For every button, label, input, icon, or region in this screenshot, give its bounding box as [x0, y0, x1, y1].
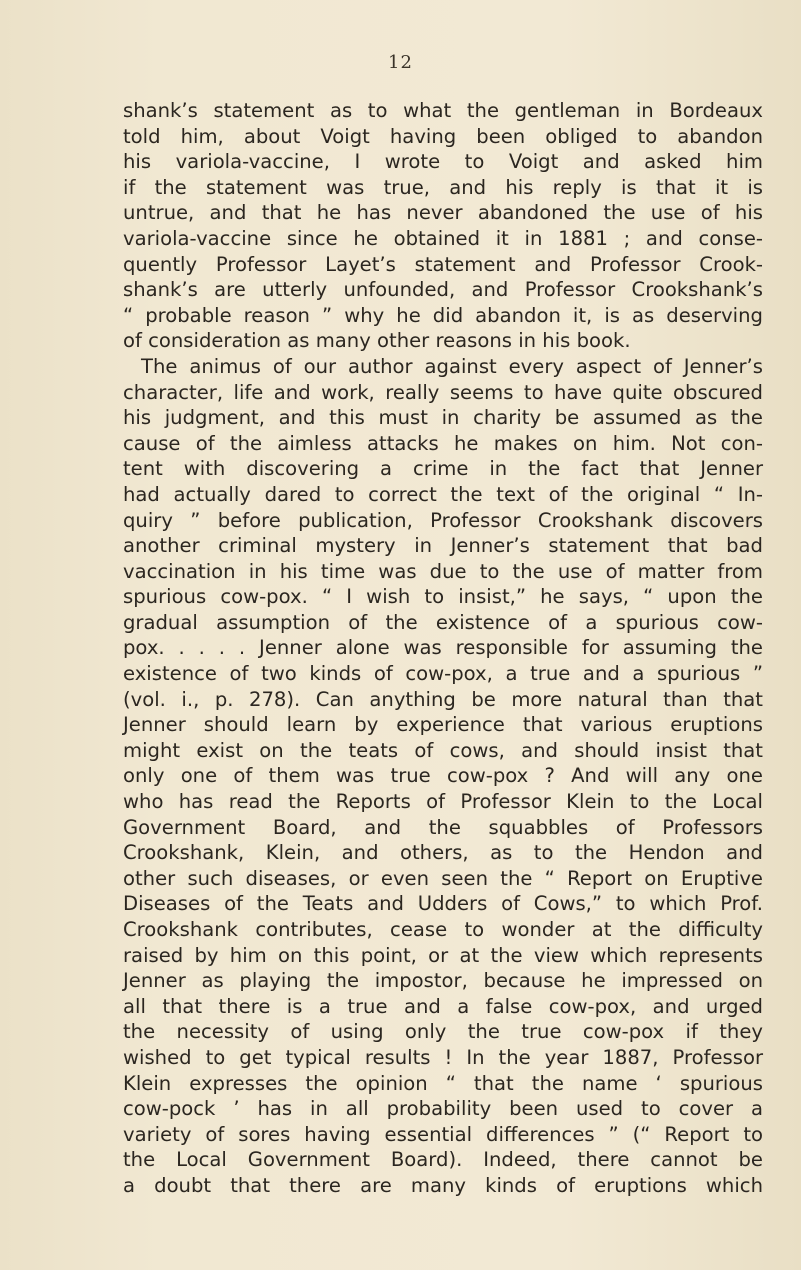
text-line: cow-pock ’ has in all probability been used to cover a — [123, 1097, 763, 1121]
text-line: untrue, and that he has never abandoned the use of his — [123, 201, 763, 225]
text-line: if the statement was true, and his reply is that it is — [123, 175, 763, 199]
text-line: might exist on the teats of cows, and should insist that — [123, 738, 763, 762]
text-line: vaccination in his time was due to the use of matter from — [123, 559, 763, 583]
text-line: Government Board, and the squabbles of Professors — [123, 815, 763, 839]
text-line: all that there is a true and a false cow-pox, and urged — [123, 994, 763, 1018]
text-line: Crookshank, Klein, and others, as to the Hendon and — [123, 841, 763, 865]
text-line: The animus of our author against every aspect of Jenner’s — [141, 354, 763, 378]
text-line: the necessity of using only the true cow-pox if they — [123, 1020, 763, 1044]
text-line: another criminal mystery in Jenner’s statement that bad — [123, 534, 763, 558]
text-line: tent with discovering a crime in the fact that Jenner — [123, 457, 763, 481]
page-number: 12 — [388, 52, 413, 73]
text-line: cause of the aimless attacks he makes on him. Not con- — [123, 431, 763, 455]
text-line: character, life and work, really seems to have quite obscured — [123, 380, 763, 404]
text-line: quiry ” before publication, Professor Crookshank discovers — [123, 508, 763, 532]
text-line: variola-vaccine since he obtained it in 1881 ; and conse- — [123, 226, 763, 250]
text-line: his variola-vaccine, I wrote to Voigt and asked him — [123, 150, 763, 174]
text-line: his judgment, and this must in charity be assumed as the — [123, 406, 763, 430]
text-line: quently Professor Layet’s statement and Professor Crook- — [123, 252, 763, 276]
text-line: (vol. i., p. 278). Can anything be more natural than that — [123, 687, 763, 711]
text-line: gradual assumption of the existence of a spurious cow- — [123, 610, 763, 634]
text-line: “ probable reason ” why he did abandon it, is as deserving — [123, 303, 763, 327]
text-line: of consideration as many other reasons in his book. — [123, 329, 631, 353]
text-line: Klein expresses the opinion “ that the name ‘ spurious — [123, 1071, 763, 1095]
text-line: had actually dared to correct the text of the original “ In- — [123, 482, 763, 506]
text-line: raised by him on this point, or at the view which represents — [123, 943, 763, 967]
text-line: told him, about Voigt having been obliged to abandon — [123, 124, 763, 148]
text-line: only one of them was true cow-pox ? And will any one — [123, 764, 763, 788]
text-line: existence of two kinds of cow-pox, a true and a spurious ” — [123, 662, 763, 686]
text-line: pox. . . . . Jenner alone was responsible for assuming the — [123, 636, 763, 660]
text-line: variety of sores having essential differences ” (“ Report to — [123, 1122, 763, 1146]
text-line: Jenner should learn by experience that various eruptions — [123, 713, 763, 737]
text-line: a doubt that there are many kinds of eruptions which — [123, 1173, 763, 1197]
text-line: spurious cow-pox. “ I wish to insist,” he says, “ upon the — [123, 585, 763, 609]
text-line: shank’s are utterly unfounded, and Professor Crookshank’s — [123, 278, 763, 302]
body-text — [123, 98, 763, 1199]
text-line: Diseases of the Teats and Udders of Cows,” to which Prof. — [123, 892, 763, 916]
text-line: wished to get typical results ! In the year 1887, Professor — [123, 1045, 763, 1069]
text-line: shank’s statement as to what the gentleman in Bordeaux — [123, 99, 763, 122]
text-line: the Local Government Board). Indeed, there cannot be — [123, 1148, 763, 1172]
text-line: Crookshank contributes, cease to wonder at the difficulty — [123, 918, 763, 941]
text-line: other such diseases, or even seen the “ Report on Eruptive — [123, 866, 763, 890]
text-line: Jenner as playing the impostor, because he impressed on — [123, 969, 763, 993]
text-line: who has read the Reports of Professor Klein to the Local — [123, 790, 763, 814]
